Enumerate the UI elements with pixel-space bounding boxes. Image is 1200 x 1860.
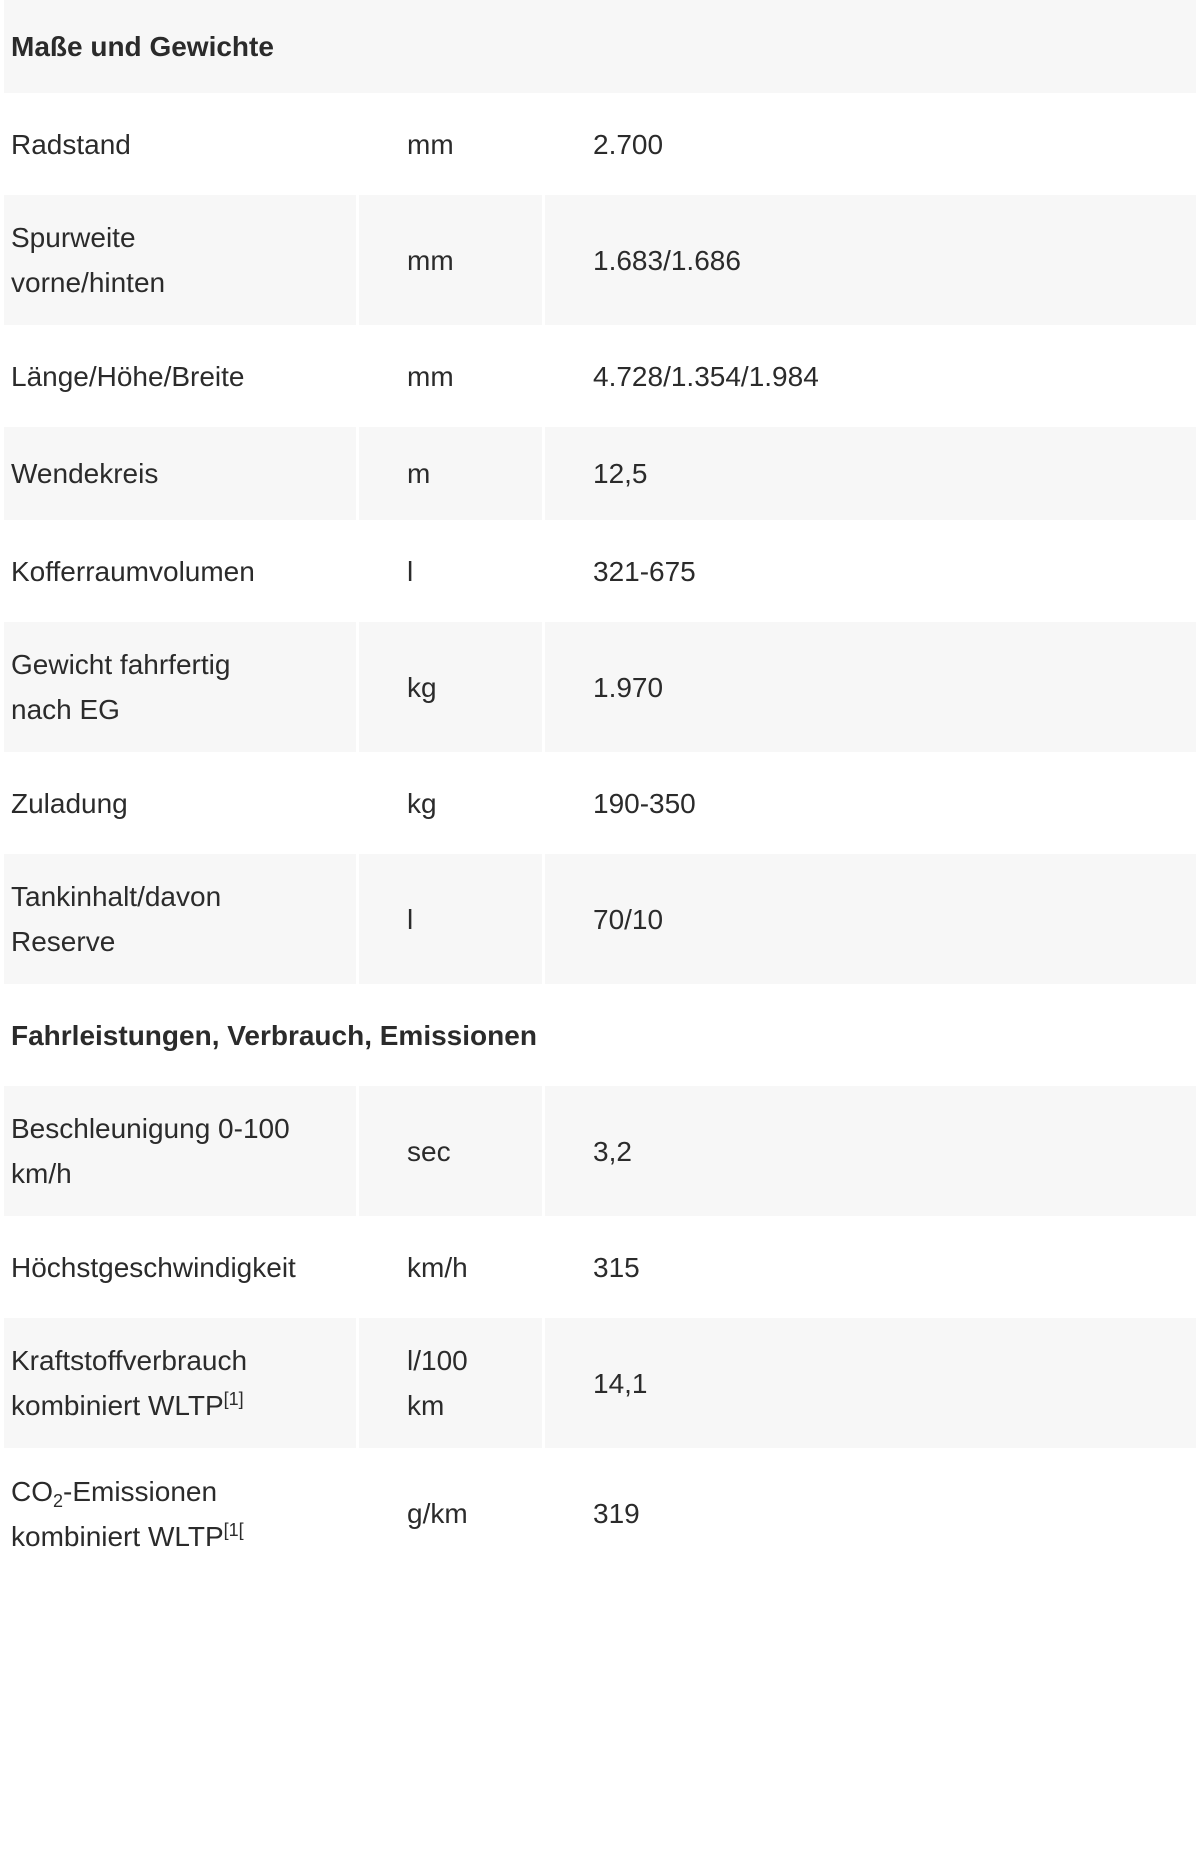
section-header bbox=[4, 0, 1196, 93]
row-label-subscript: 2 bbox=[53, 1490, 64, 1511]
row-label bbox=[4, 328, 356, 424]
row-unit-text: sec bbox=[407, 1135, 451, 1167]
row-unit bbox=[359, 427, 542, 520]
row-value-text: 14,1 bbox=[593, 1367, 648, 1399]
table-row bbox=[4, 328, 1196, 424]
row-unit-text: kg bbox=[407, 787, 437, 819]
row-value-text: 321-675 bbox=[593, 555, 696, 587]
row-value-text: 319 bbox=[593, 1498, 640, 1529]
row-label-text: Radstand bbox=[11, 128, 131, 160]
row-value-text: 3,2 bbox=[593, 1135, 632, 1167]
row-unit-text: l/100 km bbox=[407, 1345, 468, 1421]
row-value bbox=[545, 195, 1196, 325]
row-unit bbox=[359, 1318, 542, 1448]
row-value bbox=[545, 755, 1196, 851]
row-label bbox=[4, 1318, 356, 1448]
row-value-text: 315 bbox=[593, 1251, 640, 1283]
row-unit-text: l bbox=[407, 903, 414, 935]
table-row bbox=[4, 523, 1196, 619]
row-label-main: Kraftstoffverbrauch kombiniert WLTP bbox=[11, 1345, 248, 1421]
table-row bbox=[4, 854, 1196, 984]
row-unit bbox=[359, 523, 542, 619]
row-value-text: 1.683/1.686 bbox=[593, 244, 741, 276]
row-value bbox=[545, 427, 1196, 520]
row-unit-text: mm bbox=[407, 360, 454, 392]
row-label-text: Tankinhalt/davon Reserve bbox=[11, 881, 222, 957]
table-row bbox=[4, 1086, 1196, 1216]
row-label-text: Höchstgeschwindigkeit bbox=[11, 1251, 296, 1283]
row-unit-text: g/km bbox=[407, 1498, 468, 1529]
row-unit-text: m bbox=[407, 458, 431, 489]
row-unit-text: km/h bbox=[407, 1251, 468, 1283]
row-value bbox=[545, 622, 1196, 752]
row-label bbox=[4, 96, 356, 192]
row-label-text: Zuladung bbox=[11, 787, 128, 819]
row-label bbox=[4, 755, 356, 851]
row-label bbox=[4, 523, 356, 619]
row-value bbox=[545, 1219, 1196, 1315]
row-value-text: 1.970 bbox=[593, 671, 664, 703]
section-header bbox=[4, 987, 1196, 1083]
row-label-text: Länge/Höhe/Breite bbox=[11, 360, 245, 392]
row-value bbox=[545, 328, 1196, 424]
row-unit bbox=[359, 1451, 542, 1576]
row-label bbox=[4, 1451, 356, 1576]
row-label-text: Spurweite vorne/hinten bbox=[11, 222, 166, 298]
table-row bbox=[4, 1451, 1196, 1576]
table-row bbox=[4, 755, 1196, 851]
row-label-prefix: CO bbox=[11, 1475, 53, 1507]
section-title: Maße und Gewichte bbox=[11, 31, 274, 62]
row-unit-text: l bbox=[407, 555, 414, 587]
table-row bbox=[4, 1219, 1196, 1315]
row-value-text: 4.728/1.354/1.984 bbox=[593, 360, 819, 392]
table-row bbox=[4, 622, 1196, 752]
row-value-text: 70/10 bbox=[593, 903, 664, 935]
row-label bbox=[4, 1086, 356, 1216]
row-value bbox=[545, 523, 1196, 619]
row-unit bbox=[359, 1219, 542, 1315]
row-label-text bbox=[11, 1338, 291, 1428]
row-label bbox=[4, 427, 356, 520]
section-title: Fahrleistungen, Verbrauch, Emissionen bbox=[11, 1019, 537, 1051]
footnote-ref: [1[ bbox=[223, 1519, 244, 1540]
row-label-text: Gewicht fahrfertig nach EG bbox=[11, 649, 231, 725]
row-value-text: 190-350 bbox=[593, 787, 696, 819]
row-unit bbox=[359, 1086, 542, 1216]
row-label-text: Wendekreis bbox=[11, 458, 159, 489]
row-value bbox=[545, 1318, 1196, 1448]
row-value bbox=[545, 1451, 1196, 1576]
row-value bbox=[545, 96, 1196, 192]
table-row bbox=[4, 96, 1196, 192]
row-label-main: -Emissionen kombiniert WLTP bbox=[11, 1475, 224, 1552]
row-unit bbox=[359, 854, 542, 984]
row-value-text: 12,5 bbox=[593, 458, 648, 489]
row-label-text: Beschleunigung 0-100 km/h bbox=[11, 1113, 290, 1189]
row-unit-text: mm bbox=[407, 128, 454, 160]
row-unit bbox=[359, 195, 542, 325]
table-row bbox=[4, 427, 1196, 520]
row-label bbox=[4, 854, 356, 984]
table-row bbox=[4, 195, 1196, 325]
row-label bbox=[4, 195, 356, 325]
row-label bbox=[4, 622, 356, 752]
row-label bbox=[4, 1219, 356, 1315]
row-label-text bbox=[11, 1469, 291, 1559]
row-unit bbox=[359, 622, 542, 752]
row-label-text: Kofferraumvolumen bbox=[11, 555, 255, 587]
table-row bbox=[4, 1318, 1196, 1448]
row-value bbox=[545, 1086, 1196, 1216]
spec-table bbox=[4, 0, 1196, 1579]
footnote-ref: [1] bbox=[223, 1389, 244, 1409]
row-unit bbox=[359, 755, 542, 851]
row-unit bbox=[359, 328, 542, 424]
row-value-text: 2.700 bbox=[593, 128, 664, 160]
row-unit bbox=[359, 96, 542, 192]
row-value bbox=[545, 854, 1196, 984]
row-unit-text: kg bbox=[407, 671, 437, 703]
row-unit-text: mm bbox=[407, 244, 454, 276]
